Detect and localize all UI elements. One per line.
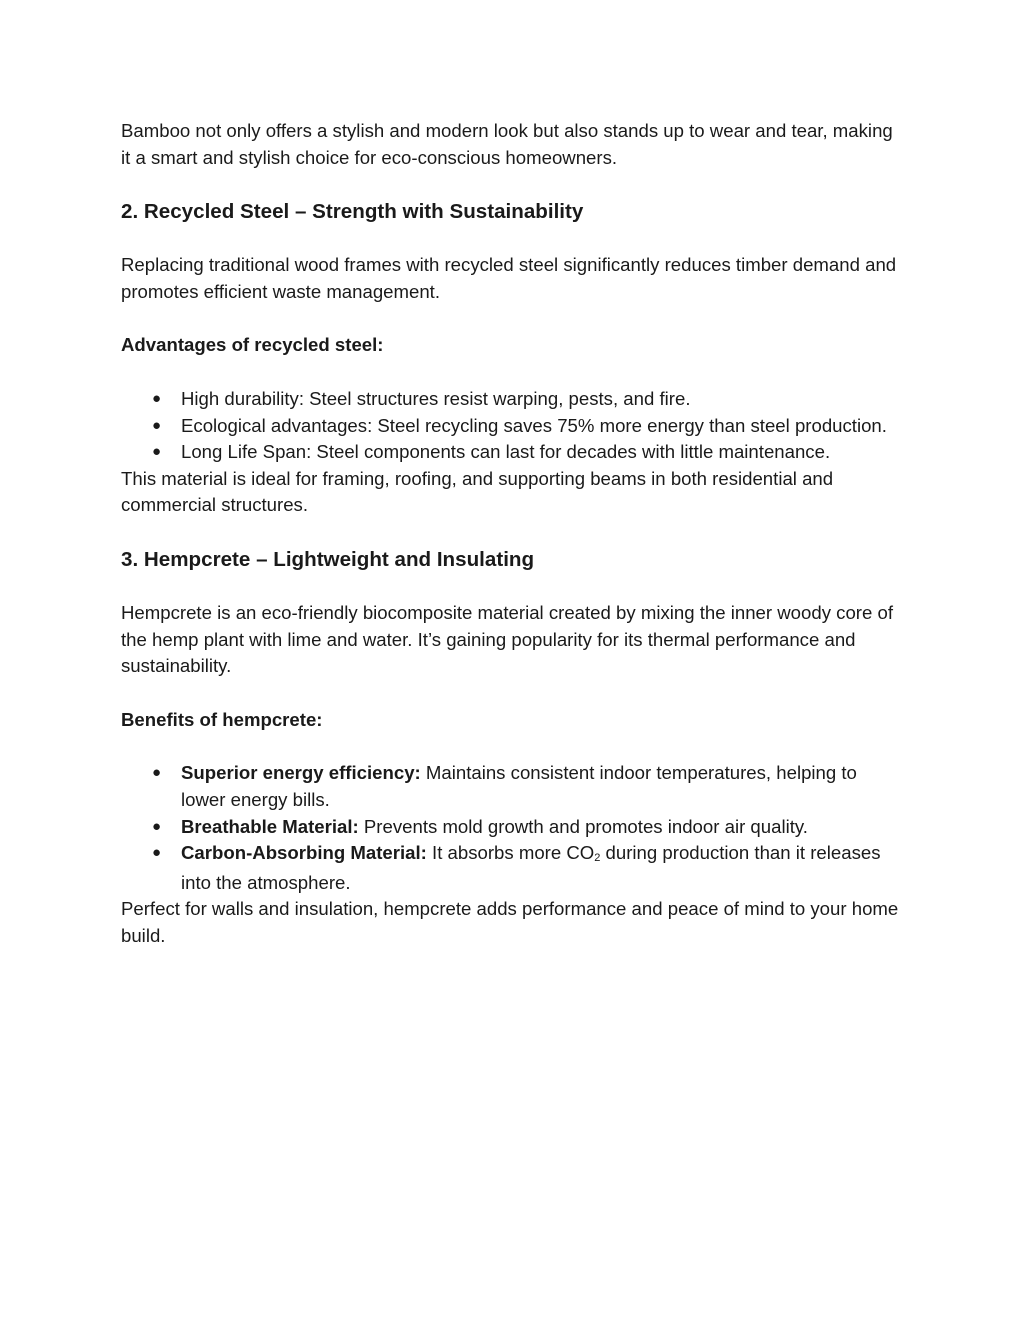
section-3-closing: Perfect for walls and insulation, hempcrete adds performance and peace of mind to your home build. bbox=[121, 898, 899, 946]
recycled-steel-advantages-list bbox=[121, 386, 904, 466]
section-3-heading: 3. Hempcrete – Lightweight and Insulating bbox=[121, 547, 535, 571]
bullet-icon: ● bbox=[152, 764, 162, 782]
list-item-text: High durability: Steel structures resist warping, pests, and fire. bbox=[181, 387, 691, 409]
list-item bbox=[121, 814, 904, 841]
subscript-two: 2 bbox=[594, 852, 601, 865]
bullet-icon: ● bbox=[152, 443, 162, 461]
hempcrete-benefits-list bbox=[121, 760, 904, 896]
bullet-icon: ● bbox=[152, 389, 162, 407]
bullet-icon: ● bbox=[152, 817, 162, 835]
bullet-icon: ● bbox=[152, 844, 162, 862]
list-item-text: Ecological advantages: Steel recycling saves 75% more energy than steel production. bbox=[181, 414, 887, 436]
intro-paragraph: Bamboo not only offers a stylish and modern look but also stands up to wear and tear, making it a smart and stylish choice for eco-conscious homeowners. bbox=[121, 120, 893, 168]
section-2-paragraph: Replacing traditional wood frames with recycled steel significantly reduces timber demand and promotes efficient waste management. bbox=[121, 254, 897, 302]
section-2-closing: This material is ideal for framing, roofing, and supporting beams in both residential and commercial structures. bbox=[121, 467, 834, 516]
list-item-text: It absorbs more CO bbox=[426, 842, 595, 864]
list-item-text: Long Life Span: Steel components can last for decades with little maintenance. bbox=[181, 441, 831, 463]
list-item bbox=[121, 413, 904, 440]
list-item bbox=[121, 439, 904, 466]
list-item bbox=[121, 760, 904, 813]
section-2-subheading: Advantages of recycled steel: bbox=[121, 334, 384, 356]
section-3-subheading: Benefits of hempcrete: bbox=[121, 708, 323, 730]
section-3-paragraph: Hempcrete is an eco-friendly biocomposite material created by mixing the inner woody core of the hemp plant with lime and water. It’s gaining popularity for its thermal performance and sustainability. bbox=[121, 601, 894, 677]
list-item-label: Superior energy efficiency: bbox=[181, 762, 421, 784]
list-item-text: Prevents mold growth and promotes indoor air quality. bbox=[358, 815, 808, 837]
list-item bbox=[121, 840, 904, 896]
list-item-text: Maintains consistent indoor temperatures, helping to lower energy bills. bbox=[181, 762, 857, 810]
section-2-heading: 2. Recycled Steel – Strength with Sustainability bbox=[121, 200, 584, 224]
list-item-text-continued: during production than it releases into the atmosphere. bbox=[181, 842, 881, 893]
bullet-icon: ● bbox=[152, 416, 162, 434]
list-item-label: Carbon-Absorbing Material: bbox=[181, 842, 427, 864]
list-item-label: Breathable Material: bbox=[181, 815, 359, 837]
list-item bbox=[121, 386, 904, 413]
